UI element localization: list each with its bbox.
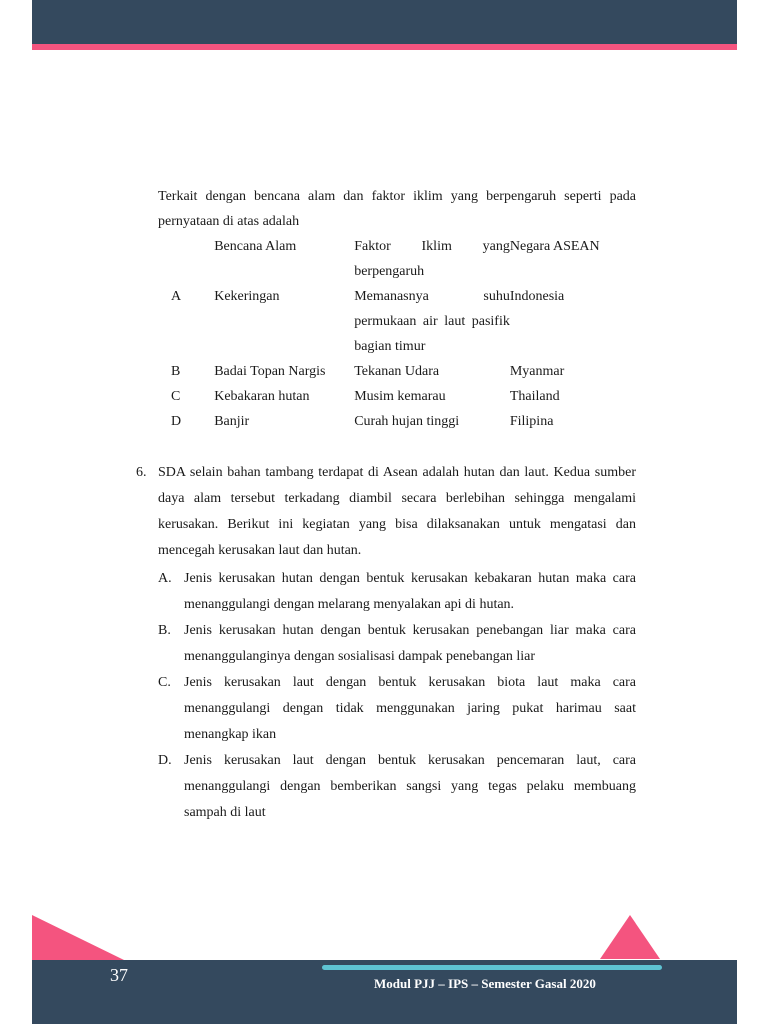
table-row [158,284,636,359]
row-letter: A [171,289,182,304]
header-bencana: Bencana Alam [214,239,297,254]
option-text: Jenis kerusakan laut dengan bentuk kerusakan pencemaran laut, cara menanggulangi dengan bemberikan sangsi yang tegas pelaku membuang sampah di laut [184,753,636,820]
header-faktor-text: Faktor Iklim yang berpengaruh [354,239,510,279]
list-item [158,670,636,748]
row-faktor: Tekanan Udara [354,364,440,379]
option-text: Jenis kerusakan hutan dengan bentuk kerusakan kebakaran hutan maka cara menanggulangi dengan melarang menyalakan api di hutan. [184,571,636,612]
row-letter: D [171,414,182,429]
header-blank [158,234,214,284]
row-bencana: Kekeringan [214,289,280,304]
row-faktor: Musim kemarau [354,389,446,404]
row-faktor: Curah hujan tinggi [354,414,460,429]
header-stripe [32,44,737,50]
row-bencana: Banjir [214,414,250,429]
question-intro: Terkait dengan bencana alam dan faktor iklim yang berpengaruh seperti pada pernyataan di atas adalah [158,189,636,229]
question-number: 6. [136,465,147,480]
question-6-block [136,460,636,826]
page-number: 37 [110,965,128,985]
option-label: D. [158,753,172,768]
option-text: Jenis kerusakan hutan dengan bentuk kerusakan penebangan liar maka cara menanggulanginya dengan sosialisasi dampak penebangan liar [184,623,636,664]
list-item [158,618,636,670]
row-faktor: Memanasnya suhu permukaan air laut pasifik bagian timur [354,289,510,354]
row-negara: Indonesia [509,289,565,304]
row-letter: B [171,364,181,379]
option-list [158,566,636,826]
option-label: A. [158,571,172,586]
question-5-block [158,184,636,434]
table-row [158,409,636,434]
row-negara: Filipina [509,414,554,429]
table-row [158,359,636,384]
footer [32,915,737,1024]
question-text: SDA selain bahan tambang terdapat di Asean adalah hutan dan laut. Kedua sumber daya alam tersebut terkadang diambil secara berlebihan sehingga mengalami kerusakan. Berikut ini kegiatan yang bisa dilaksanakan untuk mengatasi dan mencegah kerusakan laut dan hutan. [158,465,636,558]
row-letter: C [171,389,181,404]
list-item [158,748,636,826]
option-label: B. [158,623,171,638]
row-bencana: Badai Topan Nargis [214,364,326,379]
table-header-row [158,234,636,284]
row-negara: Thailand [509,389,560,404]
document-page [32,0,737,1024]
answer-table [158,234,636,434]
header-faktor [354,234,510,284]
footer-right-triangle [600,915,660,959]
row-negara: Myanmar [509,364,565,379]
header-negara: Negara ASEAN [509,239,600,254]
header-bar [32,0,737,44]
footer-accent-line [322,965,662,970]
list-item [158,566,636,618]
option-label: C. [158,675,171,690]
footer-title: Modul PJJ – IPS – Semester Gasal 2020 [374,976,596,991]
row-bencana: Kebakaran hutan [214,389,310,404]
option-text: Jenis kerusakan laut dengan bentuk kerusakan biota laut maka cara menanggulangi dengan tidak menggunakan jaring pukat harimau saat menangkap ikan [184,675,636,742]
table-row [158,384,636,409]
